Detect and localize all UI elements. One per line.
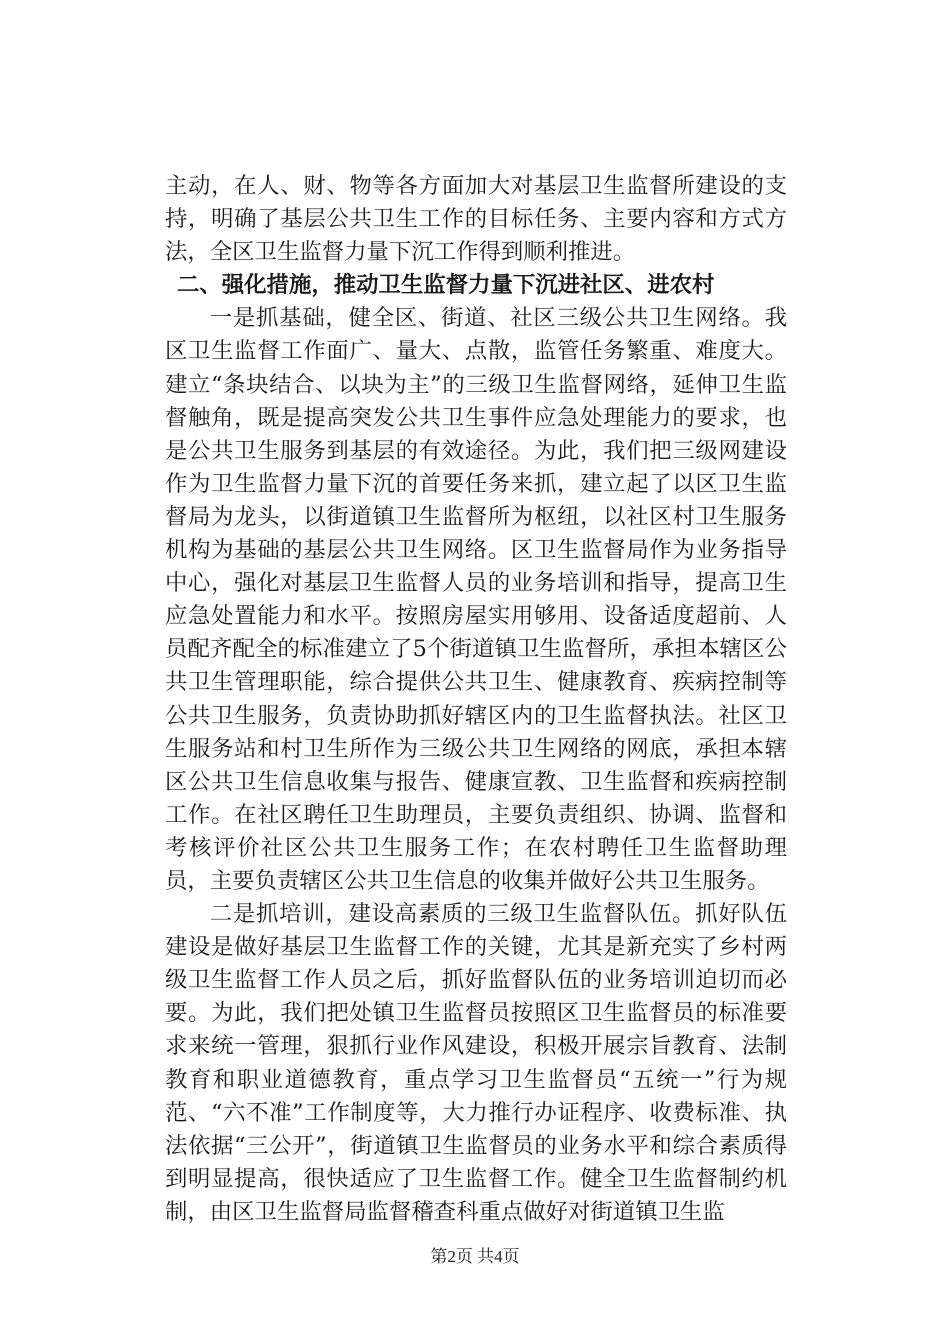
page-number-label: 第2页 共4页: [430, 1247, 520, 1266]
page-footer: [0, 1242, 950, 1267]
paragraph-continuation: 主动，在人、财、物等各方面加大对基层卫生监督所建设的支持，明确了基层公共卫生工作的目标任务、主要内容和方式方法，全区卫生监督力量下沉工作得到顺利推进。: [165, 173, 787, 266]
document-body: [165, 170, 787, 1229]
section-heading: 二、强化措施，推动卫生监督力量下沉进社区、进农村: [177, 272, 715, 299]
paragraph-training: 二是抓培训，建设高素质的三级卫生监督队伍。抓好队伍建设是做好基层卫生监督工作的关键，尤其是新充实了乡村两级卫生监督工作人员之后，抓好监督队伍的业务培训迫切而必要。为此，我们把处镇卫生监督员按照区卫生监督员的标准要求来统一管理，狠抓行业作风建设，积极开展宗旨教育、法制教育和职业道德教育，重点学习卫生监督员“五统一”行为规范、“六不准”工作制度等，大力推行办证程序、收费标准、执法依据“三公开”，街道镇卫生监督员的业务水平和综合素质得到明显提高，很快适应了卫生监督工作。健全卫生监督制约机制，由区卫生监督局监督稽查科重点做好对街道镇卫生监: [165, 901, 787, 1225]
paragraph-infrastructure: 一是抓基础，健全区、街道、社区三级公共卫生网络。我区卫生监督工作面广、量大、点散，监管任务繁重、难度大。建立“条块结合、以块为主”的三级卫生监督网络，延伸卫生监督触角，既是提高突发公共卫生事件应急处理能力的要求，也是公共卫生服务到基层的有效途径。为此，我们把三级网建设作为卫生监督力量下沉的首要任务来抓，建立起了以区卫生监督局为龙头，以街道镇卫生监督所为枢纽，以社区村卫生服务机构为基础的基层公共卫生网络。区卫生监督局作为业务指导中心，强化对基层卫生监督人员的业务培训和指导，提高卫生应急处置能力和水平。按照房屋实用够用、设备适度超前、人员配齐配全的标准建立了5个街道镇卫生监督所，承担本辖区公共卫生管理职能，综合提供公共卫生、健康教育、疾病控制等公共卫生服务，负责协助抓好辖区内的卫生监督执法。社区卫生服务站和村卫生所作为三级公共卫生网络的网底，承担本辖区公共卫生信息收集与报告、健康宣教、卫生监督和疾病控制工作。在社区聘任卫生助理员，主要负责组织、协调、监督和考核评价社区公共卫生服务工作；在农村聘任卫生监督助理员，主要负责辖区公共卫生信息的收集并做好公共卫生服务。: [165, 305, 787, 894]
